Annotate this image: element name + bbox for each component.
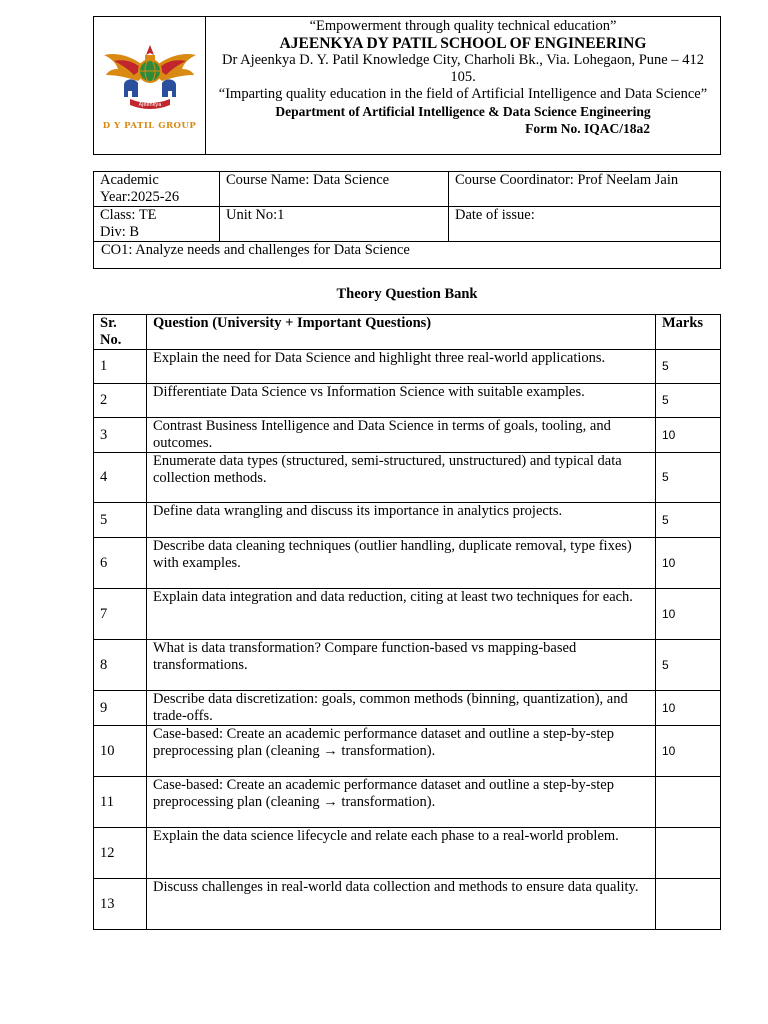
table-row [94, 418, 721, 453]
question-cell: Discuss challenges in real-world data collection and methods to ensure data quality. [147, 879, 656, 930]
sr-no-cell: 7 [94, 589, 147, 640]
sr-no-cell: 1 [94, 350, 147, 384]
table-row [94, 691, 721, 726]
class-label: Class: TE [100, 207, 157, 223]
sr-no-cell: 9 [94, 691, 147, 726]
marks-cell: 10 [656, 418, 721, 453]
question-cell: Contrast Business Intelligence and Data Science in terms of goals, tooling, and outcomes. [147, 418, 656, 453]
institution-header [93, 16, 721, 155]
school-name: AJEENKYA DY PATIL SCHOOL OF ENGINEERING [279, 35, 647, 52]
institution-slogan: “Empowerment through quality technical education” [309, 18, 617, 34]
sr-no-cell: 12 [94, 828, 147, 879]
table-row [94, 453, 721, 503]
table-row [94, 384, 721, 418]
logo-caption: D Y PATIL GROUP [102, 120, 197, 131]
sr-no-cell: 11 [94, 777, 147, 828]
form-number: Form No. IQAC/18a2 [525, 121, 650, 136]
institution-logo [94, 41, 205, 120]
question-cell: Differentiate Data Science vs Information Science with suitable examples. [147, 384, 656, 418]
marks-cell [656, 828, 721, 879]
department-name: Department of Artificial Intelligence & Data Science Engineering [275, 104, 651, 119]
sr-no-cell: 2 [94, 384, 147, 418]
sr-no-cell: 10 [94, 726, 147, 777]
sr-no-cell: 8 [94, 640, 147, 691]
date-of-issue-cell: Date of issue: [449, 207, 721, 242]
department-vision: “Imparting quality education in the field of Artificial Intelligence and Data Science” [218, 86, 708, 102]
question-cell: Describe data discretization: goals, common methods (binning, quantization), and trade-offs. [147, 691, 656, 726]
question-header: Question (University + Important Questions) [147, 315, 656, 350]
logo-cell [94, 17, 206, 155]
table-row [94, 538, 721, 589]
marks-cell [656, 879, 721, 930]
marks-cell: 5 [656, 350, 721, 384]
academic-year-cell: Academic Year:2025-26 [94, 172, 220, 207]
marks-cell: 5 [656, 453, 721, 503]
question-cell: Enumerate data types (structured, semi-structured, unstructured) and typical data collection methods. [147, 453, 656, 503]
sr-no-cell: 5 [94, 503, 147, 538]
question-cell: Explain data integration and data reduction, citing at least two techniques for each. [147, 589, 656, 640]
marks-cell: 5 [656, 384, 721, 418]
course-info-table [93, 171, 721, 269]
marks-cell: 5 [656, 503, 721, 538]
table-row [94, 726, 721, 777]
question-cell: Define data wrangling and discuss its importance in analytics projects. [147, 503, 656, 538]
sr-no-cell: 13 [94, 879, 147, 930]
marks-cell: 5 [656, 640, 721, 691]
unit-no-cell: Unit No:1 [220, 207, 449, 242]
question-cell: What is data transformation? Compare function-based vs mapping-based transformations. [147, 640, 656, 691]
sr-no-cell: 4 [94, 453, 147, 503]
marks-header: Marks [656, 315, 721, 350]
table-row [94, 503, 721, 538]
marks-cell [656, 777, 721, 828]
marks-cell: 10 [656, 726, 721, 777]
course-coordinator-cell: Course Coordinator: Prof Neelam Jain [449, 172, 721, 207]
dypatil-emblem-icon [98, 41, 202, 115]
question-bank-title: Theory Question Bank [336, 286, 478, 302]
course-name-cell: Course Name: Data Science [220, 172, 449, 207]
sr-no-header: Sr. No. [94, 315, 147, 350]
table-row [94, 589, 721, 640]
header-text-cell [206, 17, 721, 155]
question-cell: Describe data cleaning techniques (outlier handling, duplicate removal, type fixes) with examples. [147, 538, 656, 589]
question-cell: Explain the data science lifecycle and relate each phase to a real-world problem. [147, 828, 656, 879]
division-label: Div: B [100, 224, 140, 240]
table-row [94, 879, 721, 930]
question-cell: Case-based: Create an academic performance dataset and outline a step-by-step preprocessing plan (cleaning → transformation). [147, 777, 656, 828]
marks-cell: 10 [656, 589, 721, 640]
table-row [94, 640, 721, 691]
sr-no-cell: 3 [94, 418, 147, 453]
logo-banner-text: Ajeenkya [138, 101, 161, 108]
marks-cell: 10 [656, 691, 721, 726]
course-outcome-cell: CO1: Analyze needs and challenges for Data Science [94, 242, 721, 269]
marks-cell: 10 [656, 538, 721, 589]
question-cell: Explain the need for Data Science and highlight three real-world applications. [147, 350, 656, 384]
class-div-cell [94, 207, 220, 242]
table-row [94, 350, 721, 384]
table-row [94, 828, 721, 879]
table-row [94, 777, 721, 828]
school-address: Dr Ajeenkya D. Y. Patil Knowledge City, Charholi Bk., Via. Lohegaon, Pune – 412 105. [221, 52, 704, 85]
question-table-header [94, 315, 721, 350]
question-cell: Case-based: Create an academic performance dataset and outline a step-by-step preprocessing plan (cleaning → transformation). [147, 726, 656, 777]
question-table [93, 314, 721, 930]
sr-no-cell: 6 [94, 538, 147, 589]
